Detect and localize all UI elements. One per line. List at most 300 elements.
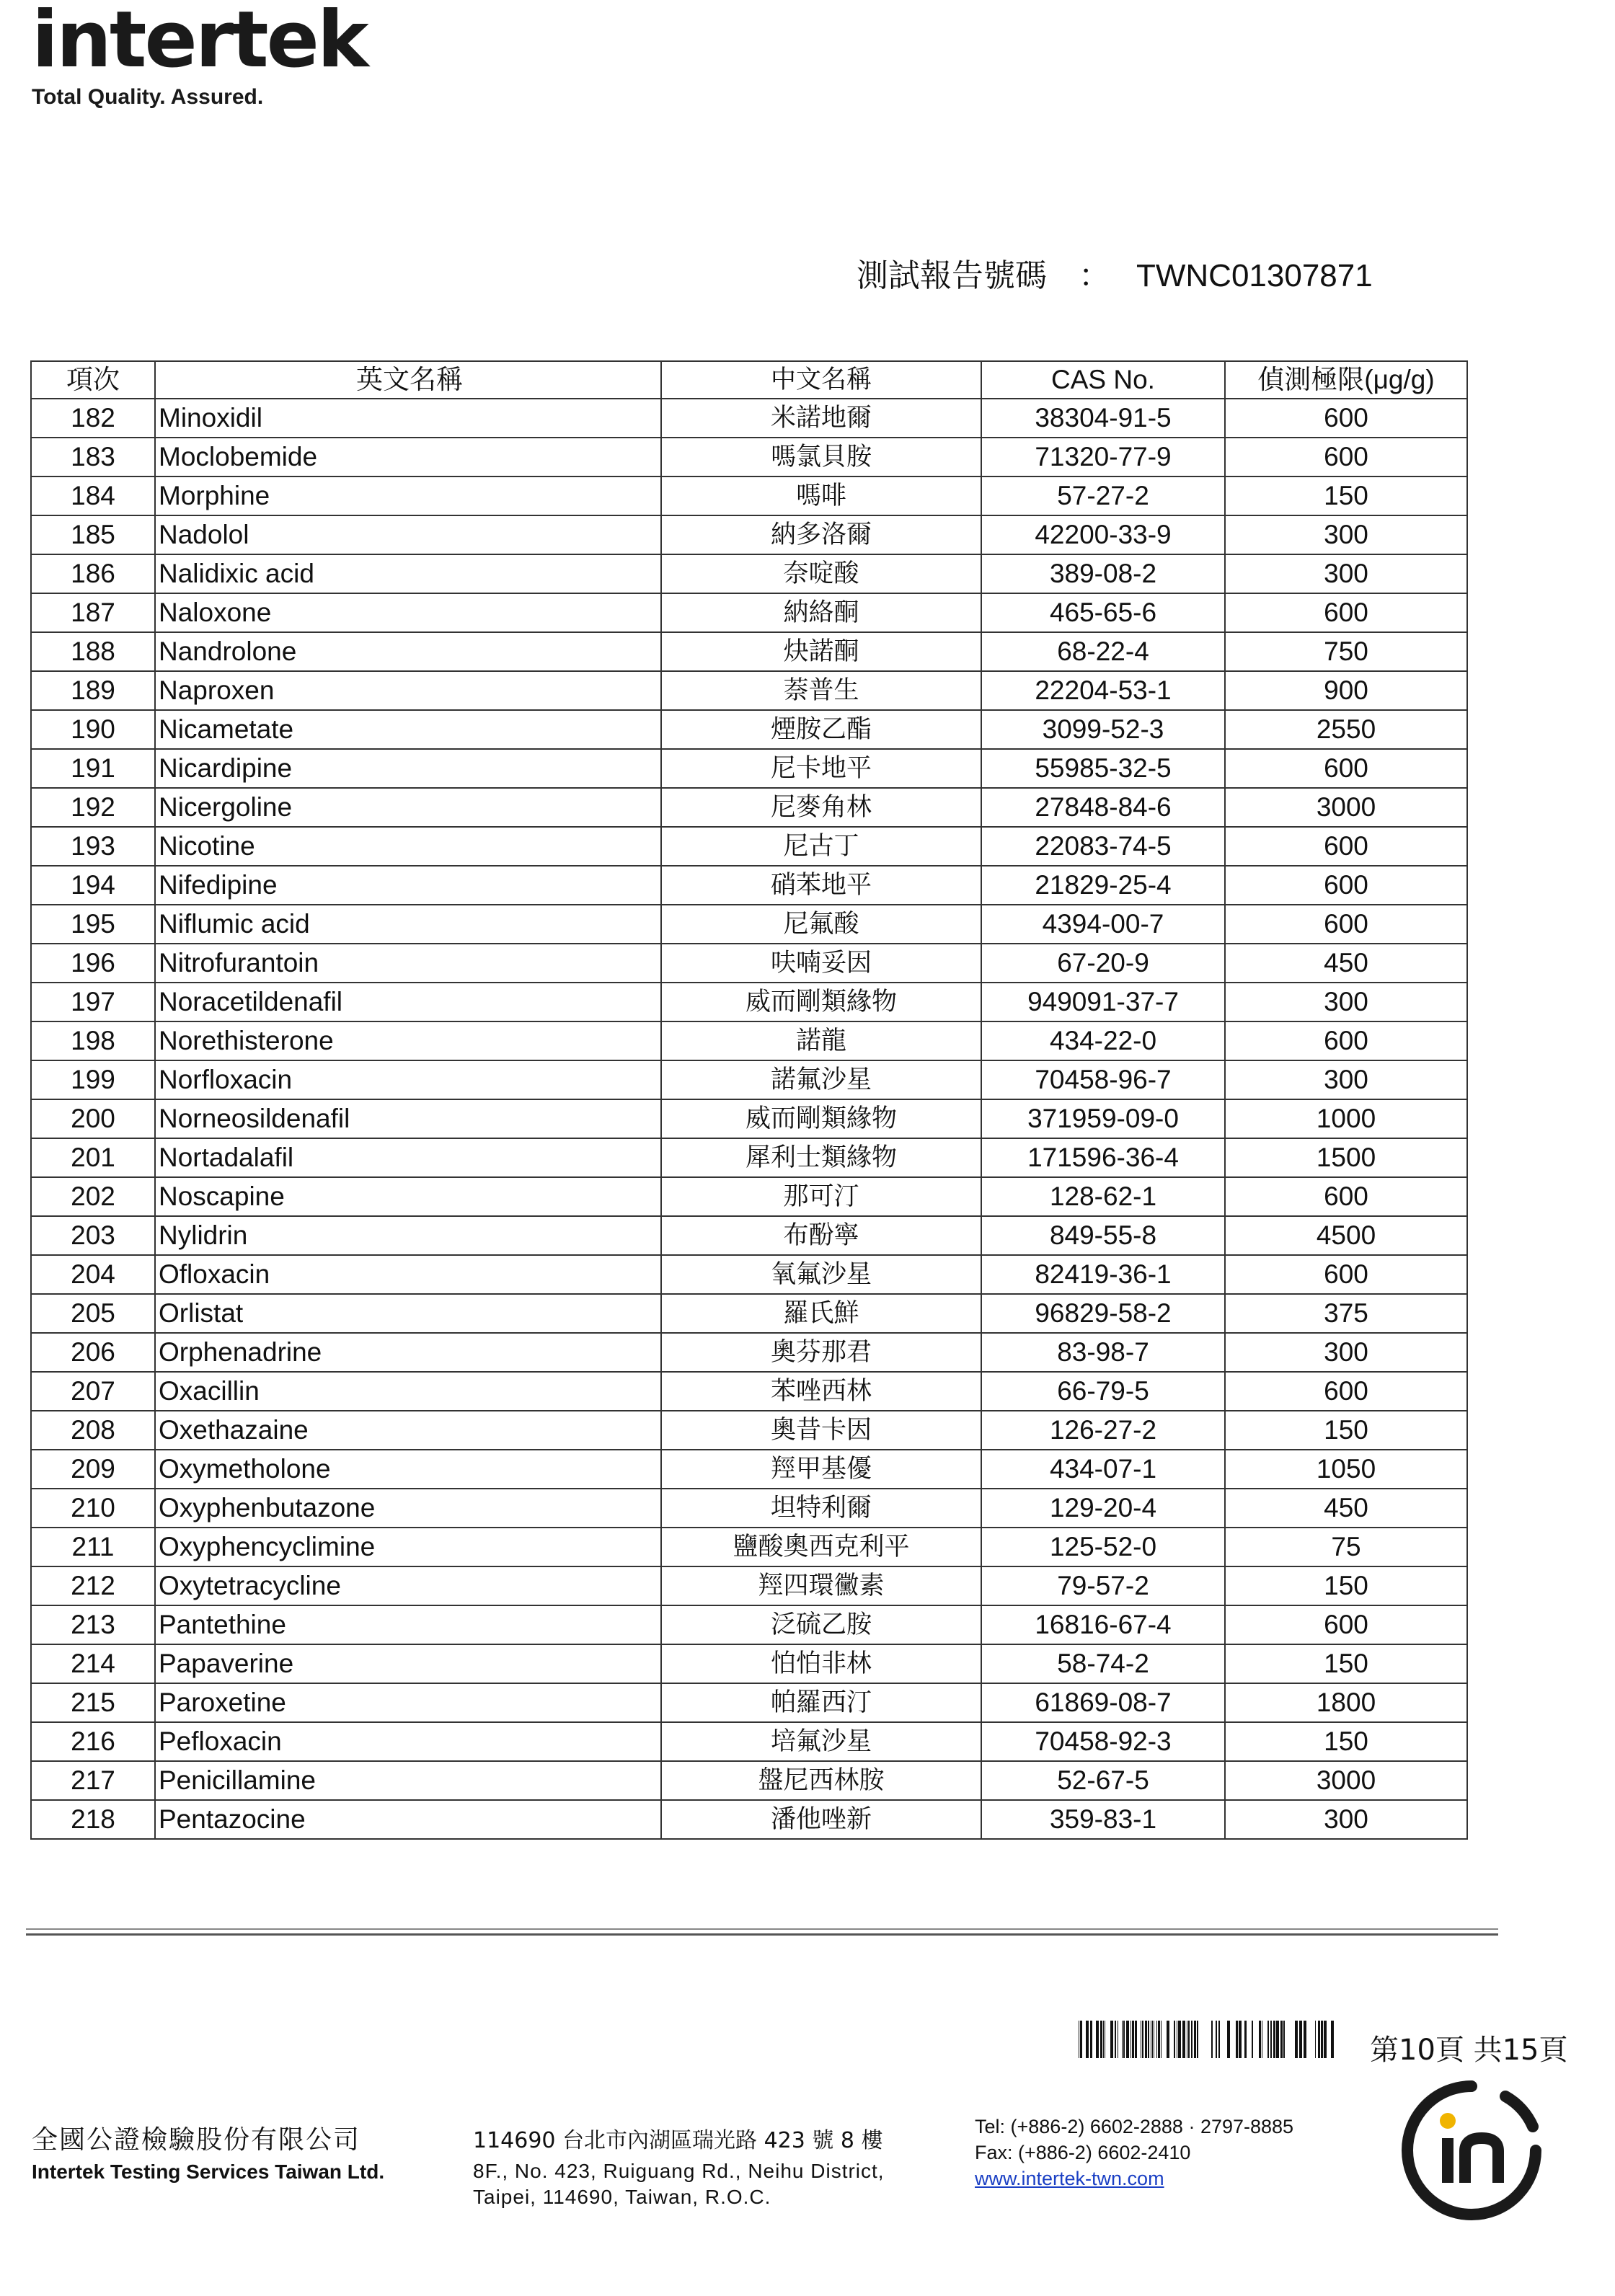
cell-item-no: 183: [31, 438, 155, 477]
table-row: [31, 905, 1467, 944]
cell-english-name: Ofloxacin: [155, 1255, 661, 1294]
table-row: [31, 632, 1467, 671]
cell-cas-no: 71320-77-9: [981, 438, 1225, 477]
cell-english-name: Penicillamine: [155, 1761, 661, 1800]
cell-chinese-name: 鹽酸奧西克利平: [661, 1528, 981, 1566]
company-name-chinese: 全國公證檢驗股份有限公司: [32, 2125, 361, 2155]
company-name-english: Intertek Testing Services Taiwan Ltd.: [32, 2160, 385, 2183]
barcode-bar: [1216, 2021, 1217, 2058]
cell-detection-limit: 600: [1225, 749, 1467, 788]
logo-tagline: Total Quality. Assured.: [32, 85, 264, 109]
barcode-bar: [1152, 2021, 1153, 2058]
table-row: [31, 554, 1467, 593]
cell-english-name: Nandrolone: [155, 632, 661, 671]
cell-cas-no: 434-22-0: [981, 1021, 1225, 1060]
table-row: [31, 1021, 1467, 1060]
barcode-bar: [1188, 2021, 1190, 2058]
table-row: [31, 788, 1467, 827]
barcode-bar: [1126, 2021, 1129, 2058]
address-english-line2: Taipei, 114690, Taiwan, R.O.C.: [473, 2186, 771, 2208]
cell-chinese-name: 羅氏鮮: [661, 1294, 981, 1333]
report-number-separator: ：: [1079, 258, 1110, 293]
table-row: [31, 477, 1467, 515]
cell-item-no: 205: [31, 1294, 155, 1333]
barcode-bar: [1090, 2021, 1092, 2058]
barcode-bar: [1123, 2021, 1125, 2058]
page-number: 第10頁 共15頁: [1370, 2034, 1568, 2067]
barcode-bar: [1158, 2021, 1160, 2058]
cell-cas-no: 58-74-2: [981, 1644, 1225, 1683]
cell-item-no: 200: [31, 1099, 155, 1138]
cell-english-name: Niflumic acid: [155, 905, 661, 944]
cell-item-no: 197: [31, 983, 155, 1021]
cell-chinese-name: 尼氟酸: [661, 905, 981, 944]
barcode-bar: [1267, 2021, 1269, 2058]
cell-detection-limit: 300: [1225, 515, 1467, 554]
cell-english-name: Paroxetine: [155, 1683, 661, 1722]
cell-item-no: 194: [31, 866, 155, 905]
cell-item-no: 207: [31, 1372, 155, 1411]
cell-cas-no: 96829-58-2: [981, 1294, 1225, 1333]
cell-english-name: Nicametate: [155, 710, 661, 749]
cell-chinese-name: 萘普生: [661, 671, 981, 710]
barcode-bar: [1299, 2021, 1302, 2058]
cell-cas-no: 57-27-2: [981, 477, 1225, 515]
cell-chinese-name: 怕怕非林: [661, 1644, 981, 1683]
cell-cas-no: 4394-00-7: [981, 905, 1225, 944]
barcode-bar: [1252, 2021, 1253, 2058]
cell-chinese-name: 米諾地爾: [661, 399, 981, 438]
cell-cas-no: 38304-91-5: [981, 399, 1225, 438]
cell-chinese-name: 尼古丁: [661, 827, 981, 866]
cell-english-name: Norfloxacin: [155, 1060, 661, 1099]
barcode-bar: [1080, 2021, 1082, 2058]
cell-detection-limit: 600: [1225, 905, 1467, 944]
cell-item-no: 209: [31, 1450, 155, 1489]
cell-cas-no: 42200-33-9: [981, 515, 1225, 554]
cell-cas-no: 359-83-1: [981, 1800, 1225, 1839]
barcode-bar: [1273, 2021, 1275, 2058]
table-row: [31, 1566, 1467, 1605]
barcode-bar: [1236, 2021, 1238, 2058]
cell-detection-limit: 600: [1225, 438, 1467, 477]
cell-cas-no: 949091-37-7: [981, 983, 1225, 1021]
cell-english-name: Nifedipine: [155, 866, 661, 905]
cell-detection-limit: 600: [1225, 1605, 1467, 1644]
cell-cas-no: 82419-36-1: [981, 1255, 1225, 1294]
cell-item-no: 216: [31, 1722, 155, 1761]
barcode: [1079, 2021, 1345, 2058]
cell-cas-no: 3099-52-3: [981, 710, 1225, 749]
cell-item-no: 185: [31, 515, 155, 554]
substance-table: [30, 360, 1468, 1840]
cell-cas-no: 22204-53-1: [981, 671, 1225, 710]
cell-chinese-name: 潘他唑新: [661, 1800, 981, 1839]
table-row: [31, 438, 1467, 477]
cell-chinese-name: 諾龍: [661, 1021, 981, 1060]
table-row: [31, 399, 1467, 438]
cell-item-no: 191: [31, 749, 155, 788]
table-body: [31, 399, 1467, 1839]
barcode-bar: [1122, 2021, 1123, 2058]
table-row: [31, 1294, 1467, 1333]
website-link[interactable]: www.intertek-twn.com: [975, 2168, 1164, 2189]
cell-cas-no: 67-20-9: [981, 944, 1225, 983]
barcode-bar: [1110, 2021, 1113, 2058]
cell-chinese-name: 諾氟沙星: [661, 1060, 981, 1099]
cell-detection-limit: 450: [1225, 1489, 1467, 1528]
barcode-bar: [1283, 2021, 1285, 2058]
table-row: [31, 1722, 1467, 1761]
cell-english-name: Orphenadrine: [155, 1333, 661, 1372]
cell-detection-limit: 150: [1225, 1566, 1467, 1605]
cell-english-name: Nadolol: [155, 515, 661, 554]
cell-chinese-name: 尼麥角林: [661, 788, 981, 827]
col-header-item-no: 項次: [31, 361, 155, 399]
table-row: [31, 1411, 1467, 1450]
cell-english-name: Papaverine: [155, 1644, 661, 1683]
table-row: [31, 710, 1467, 749]
barcode-bar: [1130, 2021, 1131, 2058]
barcode-bar: [1100, 2021, 1102, 2058]
barcode-bar: [1167, 2021, 1169, 2058]
cell-cas-no: 52-67-5: [981, 1761, 1225, 1800]
barcode-bar: [1318, 2021, 1320, 2058]
table-row: [31, 1333, 1467, 1372]
cell-english-name: Naloxone: [155, 593, 661, 632]
table-row: [31, 827, 1467, 866]
col-header-detection-limit: 偵測極限(μg/g): [1225, 361, 1467, 399]
cell-item-no: 215: [31, 1683, 155, 1722]
barcode-bar: [1315, 2021, 1316, 2058]
cell-detection-limit: 600: [1225, 827, 1467, 866]
cell-chinese-name: 苯唑西林: [661, 1372, 981, 1411]
cell-chinese-name: 炔諾酮: [661, 632, 981, 671]
cell-cas-no: 171596-36-4: [981, 1138, 1225, 1177]
cell-chinese-name: 氧氟沙星: [661, 1255, 981, 1294]
barcode-bar: [1331, 2021, 1334, 2058]
barcode-bar: [1156, 2021, 1157, 2058]
barcode-bar: [1197, 2021, 1198, 2058]
address-english-line1: 8F., No. 423, Ruiguang Rd., Neihu District,: [473, 2160, 885, 2182]
col-header-cas-no: CAS No.: [981, 361, 1225, 399]
cell-cas-no: 126-27-2: [981, 1411, 1225, 1450]
cell-detection-limit: 150: [1225, 1644, 1467, 1683]
table-row: [31, 1450, 1467, 1489]
cell-cas-no: 465-65-6: [981, 593, 1225, 632]
table-row: [31, 1099, 1467, 1138]
table-row: [31, 1644, 1467, 1683]
cell-detection-limit: 300: [1225, 983, 1467, 1021]
cell-cas-no: 70458-92-3: [981, 1722, 1225, 1761]
barcode-bar: [1115, 2021, 1116, 2058]
cell-english-name: Oxymetholone: [155, 1450, 661, 1489]
cell-item-no: 193: [31, 827, 155, 866]
barcode-bar: [1227, 2021, 1230, 2058]
cell-cas-no: 83-98-7: [981, 1333, 1225, 1372]
barcode-bar: [1270, 2021, 1272, 2058]
cell-english-name: Oxyphenbutazone: [155, 1489, 661, 1528]
cell-detection-limit: 300: [1225, 1800, 1467, 1839]
cell-english-name: Noscapine: [155, 1177, 661, 1216]
cell-cas-no: 61869-08-7: [981, 1683, 1225, 1722]
cell-detection-limit: 450: [1225, 944, 1467, 983]
cell-detection-limit: 600: [1225, 399, 1467, 438]
intertek-logo: [32, 0, 367, 85]
cell-chinese-name: 嗎啡: [661, 477, 981, 515]
cell-cas-no: 68-22-4: [981, 632, 1225, 671]
table-row: [31, 1216, 1467, 1255]
cell-chinese-name: 培氟沙星: [661, 1722, 981, 1761]
cell-cas-no: 27848-84-6: [981, 788, 1225, 827]
cell-english-name: Nicergoline: [155, 788, 661, 827]
barcode-bar: [1304, 2021, 1306, 2058]
table-row: [31, 749, 1467, 788]
address-chinese: 114690 台北市內湖區瑞光路 423 號 8 樓: [473, 2128, 883, 2153]
cell-detection-limit: 1050: [1225, 1450, 1467, 1489]
barcode-bar: [1191, 2021, 1193, 2058]
table-row: [31, 983, 1467, 1021]
barcode-bar: [1211, 2021, 1213, 2058]
cell-item-no: 195: [31, 905, 155, 944]
table-row: [31, 1489, 1467, 1528]
barcode-bar: [1239, 2021, 1242, 2058]
fax: Fax: (+886-2) 6602-2410: [975, 2142, 1191, 2163]
cell-chinese-name: 坦特利爾: [661, 1489, 981, 1528]
cell-cas-no: 129-20-4: [981, 1489, 1225, 1528]
cell-cas-no: 371959-09-0: [981, 1099, 1225, 1138]
cell-item-no: 202: [31, 1177, 155, 1216]
cell-english-name: Oxytetracycline: [155, 1566, 661, 1605]
footer-divider-thin: [26, 1928, 1498, 1930]
barcode-bar: [1142, 2021, 1143, 2058]
cell-item-no: 203: [31, 1216, 155, 1255]
cell-chinese-name: 羥四環黴素: [661, 1566, 981, 1605]
cell-item-no: 196: [31, 944, 155, 983]
cell-chinese-name: 尼卡地平: [661, 749, 981, 788]
cell-item-no: 192: [31, 788, 155, 827]
cell-cas-no: 125-52-0: [981, 1528, 1225, 1566]
cell-english-name: Minoxidil: [155, 399, 661, 438]
cell-chinese-name: 奧芬那君: [661, 1333, 981, 1372]
table-row: [31, 866, 1467, 905]
table-row: [31, 1683, 1467, 1722]
cell-english-name: Pantethine: [155, 1605, 661, 1644]
barcode-bar: [1086, 2021, 1089, 2058]
cell-detection-limit: 300: [1225, 1060, 1467, 1099]
cell-detection-limit: 600: [1225, 1255, 1467, 1294]
table-row: [31, 671, 1467, 710]
barcode-bar: [1145, 2021, 1147, 2058]
barcode-bar: [1324, 2021, 1327, 2058]
cell-detection-limit: 3000: [1225, 788, 1467, 827]
table-row: [31, 593, 1467, 632]
cell-item-no: 218: [31, 1800, 155, 1839]
cell-item-no: 188: [31, 632, 155, 671]
cell-chinese-name: 泛硫乙胺: [661, 1605, 981, 1644]
cell-chinese-name: 硝苯地平: [661, 866, 981, 905]
barcode-bar: [1096, 2021, 1099, 2058]
cell-detection-limit: 600: [1225, 593, 1467, 632]
cell-chinese-name: 納多洛爾: [661, 515, 981, 554]
cell-cas-no: 389-08-2: [981, 554, 1225, 593]
barcode-bar: [1194, 2021, 1196, 2058]
cell-item-no: 190: [31, 710, 155, 749]
cell-item-no: 182: [31, 399, 155, 438]
barcode-bar: [1295, 2021, 1298, 2058]
barcode-bar: [1321, 2021, 1323, 2058]
cell-chinese-name: 納絡酮: [661, 593, 981, 632]
barcode-bar: [1244, 2021, 1247, 2058]
table-row: [31, 1528, 1467, 1566]
cell-detection-limit: 1000: [1225, 1099, 1467, 1138]
barcode-bar: [1161, 2021, 1162, 2058]
cell-item-no: 211: [31, 1528, 155, 1566]
cell-detection-limit: 150: [1225, 1411, 1467, 1450]
cell-item-no: 186: [31, 554, 155, 593]
cell-cas-no: 70458-96-7: [981, 1060, 1225, 1099]
cell-english-name: Moclobemide: [155, 438, 661, 477]
cell-item-no: 217: [31, 1761, 155, 1800]
cell-detection-limit: 3000: [1225, 1761, 1467, 1800]
barcode-bar: [1174, 2021, 1175, 2058]
cell-english-name: Orlistat: [155, 1294, 661, 1333]
cell-detection-limit: 375: [1225, 1294, 1467, 1333]
table-row: [31, 1138, 1467, 1177]
cell-cas-no: 434-07-1: [981, 1450, 1225, 1489]
table-row: [31, 1255, 1467, 1294]
cell-item-no: 208: [31, 1411, 155, 1450]
cell-item-no: 187: [31, 593, 155, 632]
cell-chinese-name: 煙胺乙酯: [661, 710, 981, 749]
cell-item-no: 204: [31, 1255, 155, 1294]
cell-english-name: Nicotine: [155, 827, 661, 866]
cell-cas-no: 128-62-1: [981, 1177, 1225, 1216]
cell-english-name: Norneosildenafil: [155, 1099, 661, 1138]
table-row: [31, 515, 1467, 554]
table-row: [31, 1060, 1467, 1099]
cell-detection-limit: 600: [1225, 1177, 1467, 1216]
cell-english-name: Oxacillin: [155, 1372, 661, 1411]
table-row: [31, 1761, 1467, 1800]
table-row: [31, 1800, 1467, 1839]
cell-chinese-name: 奈啶酸: [661, 554, 981, 593]
cell-item-no: 198: [31, 1021, 155, 1060]
cell-item-no: 184: [31, 477, 155, 515]
cell-chinese-name: 那可汀: [661, 1177, 981, 1216]
cell-english-name: Nalidixic acid: [155, 554, 661, 593]
cell-detection-limit: 750: [1225, 632, 1467, 671]
cell-cas-no: 16816-67-4: [981, 1605, 1225, 1644]
logo-wordmark: intertek: [32, 0, 367, 85]
cell-item-no: 210: [31, 1489, 155, 1528]
cell-chinese-name: 威而剛類緣物: [661, 1099, 981, 1138]
cell-detection-limit: 150: [1225, 1722, 1467, 1761]
cell-chinese-name: 布酚寧: [661, 1216, 981, 1255]
cell-chinese-name: 嗎氯貝胺: [661, 438, 981, 477]
cell-detection-limit: 600: [1225, 1021, 1467, 1060]
cell-chinese-name: 帕羅西汀: [661, 1683, 981, 1722]
cell-chinese-name: 奧昔卡因: [661, 1411, 981, 1450]
table-row: [31, 1372, 1467, 1411]
cell-chinese-name: 威而剛類緣物: [661, 983, 981, 1021]
cell-cas-no: 79-57-2: [981, 1566, 1225, 1605]
cell-item-no: 201: [31, 1138, 155, 1177]
cell-item-no: 199: [31, 1060, 155, 1099]
cell-detection-limit: 2550: [1225, 710, 1467, 749]
cell-english-name: Nylidrin: [155, 1216, 661, 1255]
cell-english-name: Naproxen: [155, 671, 661, 710]
cell-item-no: 206: [31, 1333, 155, 1372]
table-header-row: [31, 361, 1467, 399]
cell-chinese-name: 盤尼西林胺: [661, 1761, 981, 1800]
cell-cas-no: 849-55-8: [981, 1216, 1225, 1255]
cell-item-no: 213: [31, 1605, 155, 1644]
report-number-value: TWNC01307871: [1136, 258, 1373, 293]
barcode-bar: [1276, 2021, 1279, 2058]
report-number-label: 測試報告號碼: [857, 258, 1047, 293]
cell-item-no: 214: [31, 1644, 155, 1683]
cell-detection-limit: 300: [1225, 554, 1467, 593]
barcode-bar: [1182, 2021, 1185, 2058]
intertek-in-circle-logo-icon: [1397, 2076, 1546, 2225]
barcode-bar: [1280, 2021, 1283, 2058]
cell-chinese-name: 犀利士類緣物: [661, 1138, 981, 1177]
cell-cas-no: 66-79-5: [981, 1372, 1225, 1411]
cell-english-name: Pentazocine: [155, 1800, 661, 1839]
table-row: [31, 944, 1467, 983]
cell-cas-no: 22083-74-5: [981, 827, 1225, 866]
cell-english-name: Oxyphencyclimine: [155, 1528, 661, 1566]
cell-english-name: Morphine: [155, 477, 661, 515]
cell-detection-limit: 600: [1225, 866, 1467, 905]
cell-english-name: Nitrofurantoin: [155, 944, 661, 983]
cell-detection-limit: 300: [1225, 1333, 1467, 1372]
report-number-line: [857, 249, 1373, 296]
telephone: Tel: (+886-2) 6602-2888 · 2797-8885: [975, 2116, 1294, 2137]
col-header-chinese-name: 中文名稱: [661, 361, 981, 399]
cell-english-name: Oxethazaine: [155, 1411, 661, 1450]
barcode-bar: [1132, 2021, 1134, 2058]
cell-item-no: 189: [31, 671, 155, 710]
barcode-bar: [1259, 2021, 1261, 2058]
col-header-english-name: 英文名稱: [155, 361, 661, 399]
barcode-bar: [1178, 2021, 1181, 2058]
cell-english-name: Pefloxacin: [155, 1722, 661, 1761]
cell-detection-limit: 150: [1225, 477, 1467, 515]
footer-divider-thick: [26, 1933, 1498, 1936]
barcode-bar: [1135, 2021, 1137, 2058]
cell-detection-limit: 75: [1225, 1528, 1467, 1566]
cell-detection-limit: 900: [1225, 671, 1467, 710]
barcode-bar: [1148, 2021, 1149, 2058]
cell-detection-limit: 1500: [1225, 1138, 1467, 1177]
cell-cas-no: 21829-25-4: [981, 866, 1225, 905]
barcode-bar: [1103, 2021, 1104, 2058]
cell-chinese-name: 呋喃妥因: [661, 944, 981, 983]
cell-english-name: Noracetildenafil: [155, 983, 661, 1021]
cell-detection-limit: 4500: [1225, 1216, 1467, 1255]
barcode-bar: [1218, 2021, 1220, 2058]
table-row: [31, 1605, 1467, 1644]
cell-item-no: 212: [31, 1566, 155, 1605]
cell-english-name: Norethisterone: [155, 1021, 661, 1060]
cell-detection-limit: 600: [1225, 1372, 1467, 1411]
cell-detection-limit: 1800: [1225, 1683, 1467, 1722]
cell-english-name: Nicardipine: [155, 749, 661, 788]
cell-english-name: Nortadalafil: [155, 1138, 661, 1177]
cell-chinese-name: 羥甲基優: [661, 1450, 981, 1489]
